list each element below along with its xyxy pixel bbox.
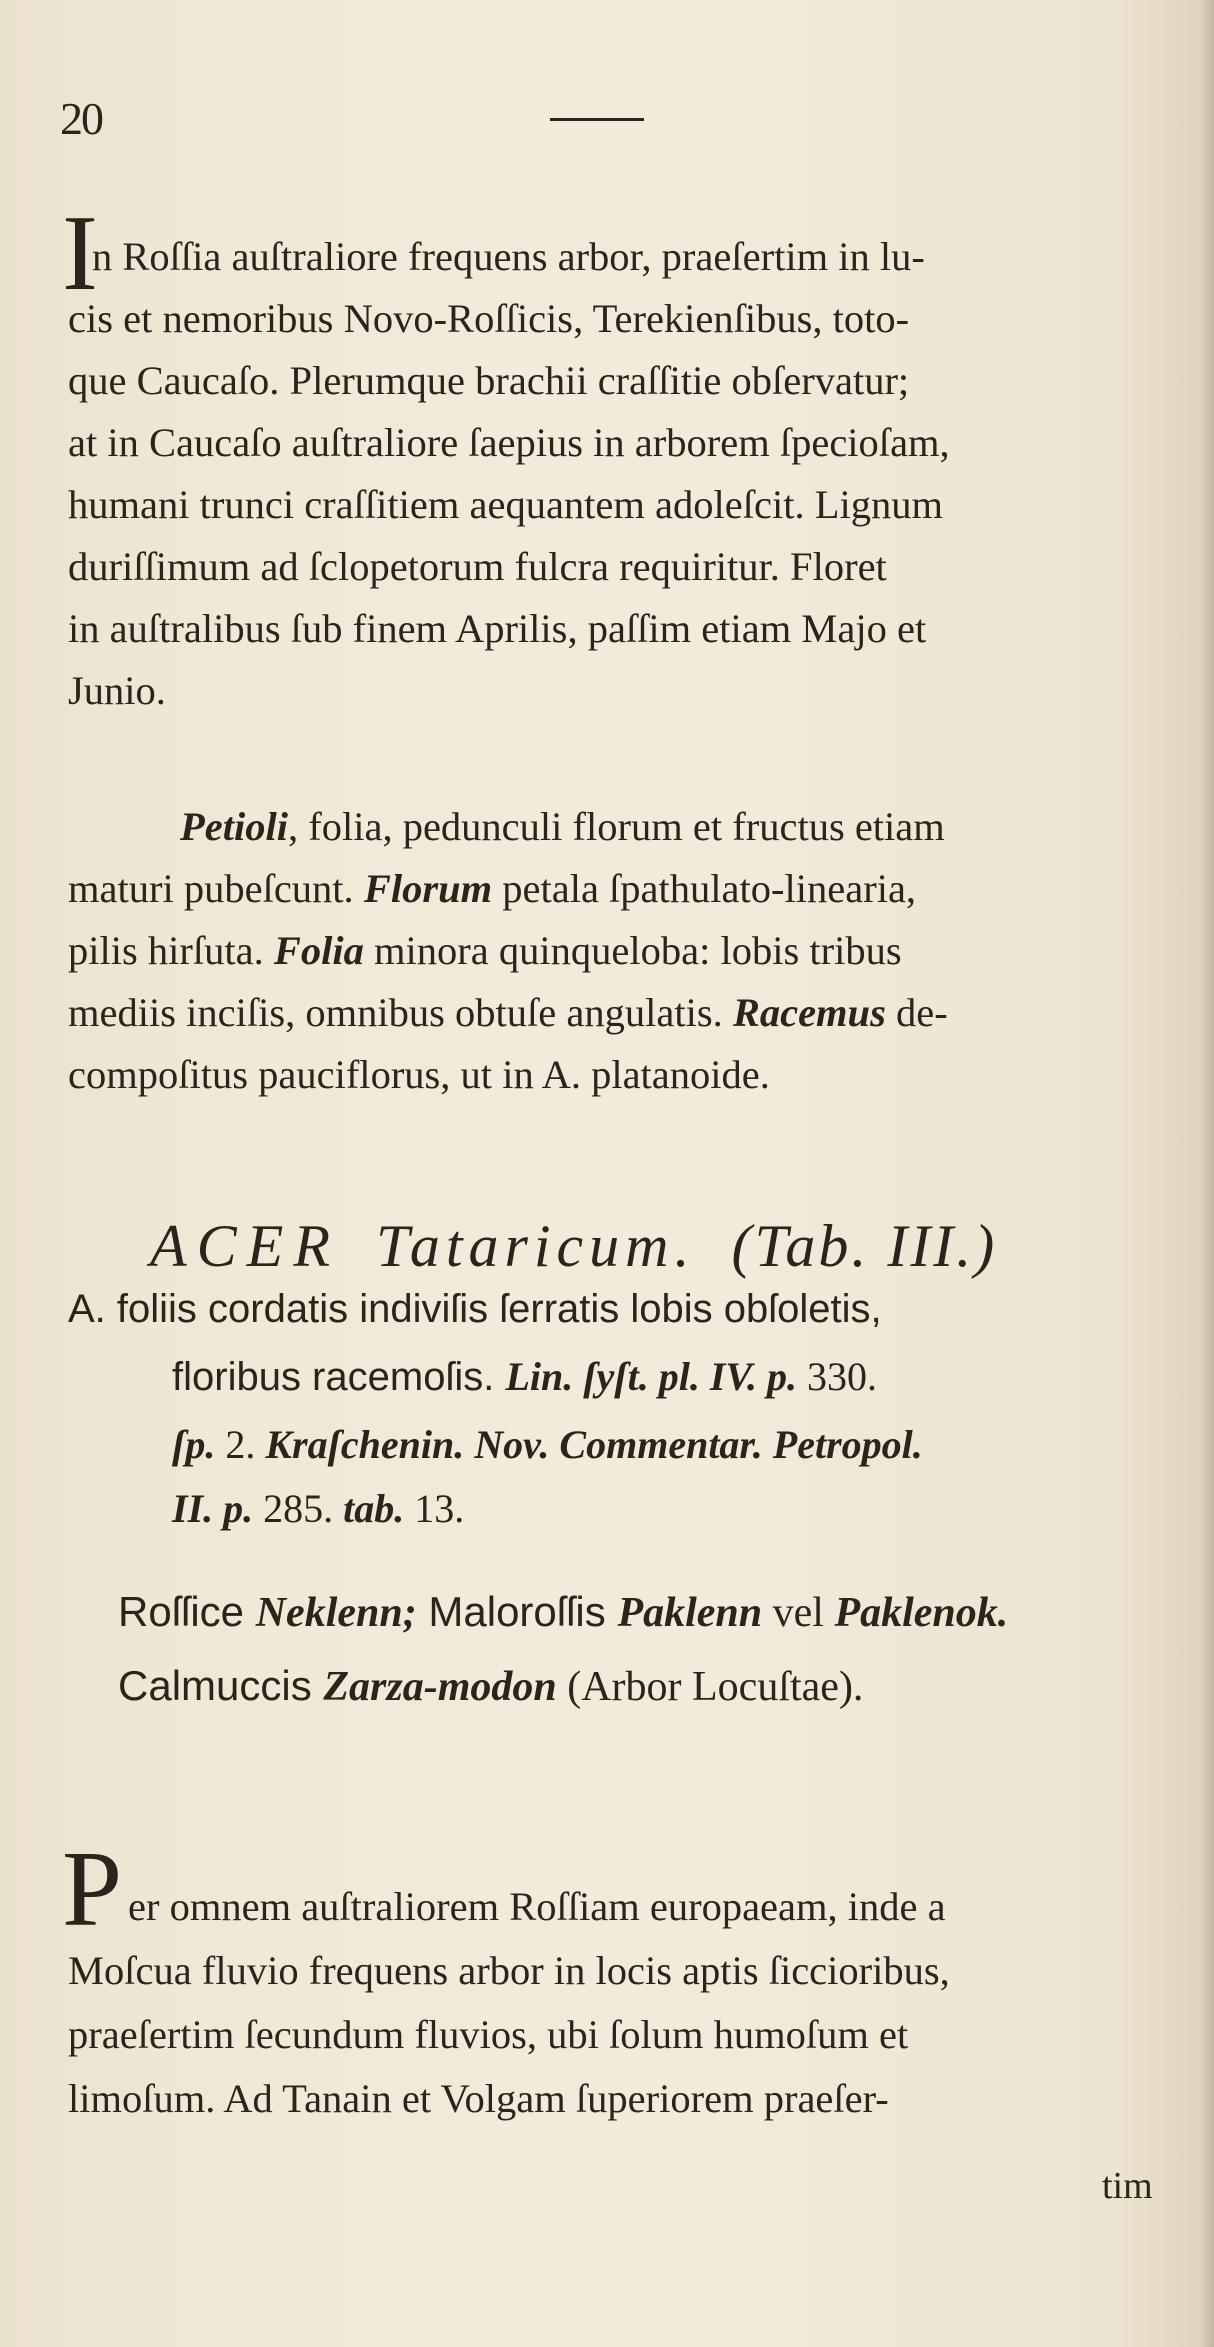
dropcap-p: P	[62, 1830, 123, 1949]
text-line: at in Caucaſo auſtraliore ſaepius in arborem ſpecioſam,	[68, 420, 950, 465]
species-epithet: Tataricum.	[375, 1213, 696, 1279]
text-line: humani trunci craſſitiem aequantem adoleſcit. Lignum	[68, 482, 943, 527]
dropcap-i: I	[62, 194, 98, 313]
text-line: n Roſſia auſtraliore frequens arbor, praeſertim in lu-	[92, 234, 925, 279]
running-header	[60, 92, 1160, 152]
text-line: cis et nemoribus Novo-Roſſicis, Terekienſibus, toto-	[68, 296, 910, 341]
text-line: compoſitus pauciflorus, ut in A. platanoide.	[68, 1052, 770, 1097]
genus-name: ACER	[150, 1213, 340, 1279]
plate-reference: (Tab. III.)	[731, 1213, 998, 1279]
italic-term: Petioli	[180, 804, 288, 849]
text-line: er omnem auſtraliorem Roſſiam europaeam, inde a	[128, 1884, 946, 1929]
text-line: pilis hirſuta. Folia minora quinqueloba: lobis tribus	[68, 928, 902, 973]
diagnosis-line: floribus racemoſis. Lin. ſyſt. pl. IV. p. 330.	[172, 1354, 877, 1399]
species-heading	[150, 1212, 997, 1281]
catchword: tim	[1102, 2165, 1153, 2207]
text-line: praeſertim ſecundum fluvios, ubi ſolum humoſum et	[68, 2012, 909, 2057]
text-line: duriſſimum ad ſclopetorum fulcra requiritur. Floret	[68, 544, 887, 589]
text-line: Moſcua fluvio frequens arbor in locis aptis ſiccioribus,	[68, 1948, 950, 1993]
diagnosis-line: A. foliis cordatis indiviſis ſerratis lobis obſoletis,	[68, 1287, 882, 1331]
text-line: Petioli, folia, pedunculi florum et fructus etiam	[180, 804, 945, 849]
text-line: Junio.	[68, 668, 166, 713]
page-edge-shadow	[1200, 0, 1214, 2347]
italic-term: Folia	[273, 928, 364, 973]
text-line: in auſtralibus ſub finem Aprilis, paſſim etiam Majo et	[68, 606, 927, 651]
header-rule	[550, 118, 644, 121]
page-number: 20	[60, 93, 102, 144]
vernacular-line: Roſſice Neklenn; Maloroſſis Paklenn vel Paklenok.	[118, 1588, 1009, 1636]
diagnosis-line: ſp. 2. Kraſchenin. Nov. Commentar. Petropol.	[172, 1422, 923, 1467]
italic-term: Racemus	[732, 990, 886, 1035]
vernacular-line: Calmuccis Zarza-modon (Arbor Locuſtae).	[118, 1662, 864, 1710]
diagnosis-line: II. p. 285. tab. 13.	[172, 1486, 465, 1531]
text-line: maturi pubeſcunt. Florum petala ſpathulato-linearia,	[68, 866, 917, 911]
italic-term: Florum	[363, 866, 493, 911]
text-line: que Caucaſo. Plerumque brachii craſſitie obſervatur;	[68, 358, 910, 403]
text-line: mediis inciſis, omnibus obtuſe angulatis. Racemus de-	[68, 990, 948, 1035]
text-line: limoſum. Ad Tanain et Volgam ſuperiorem praeſer-	[68, 2076, 889, 2121]
